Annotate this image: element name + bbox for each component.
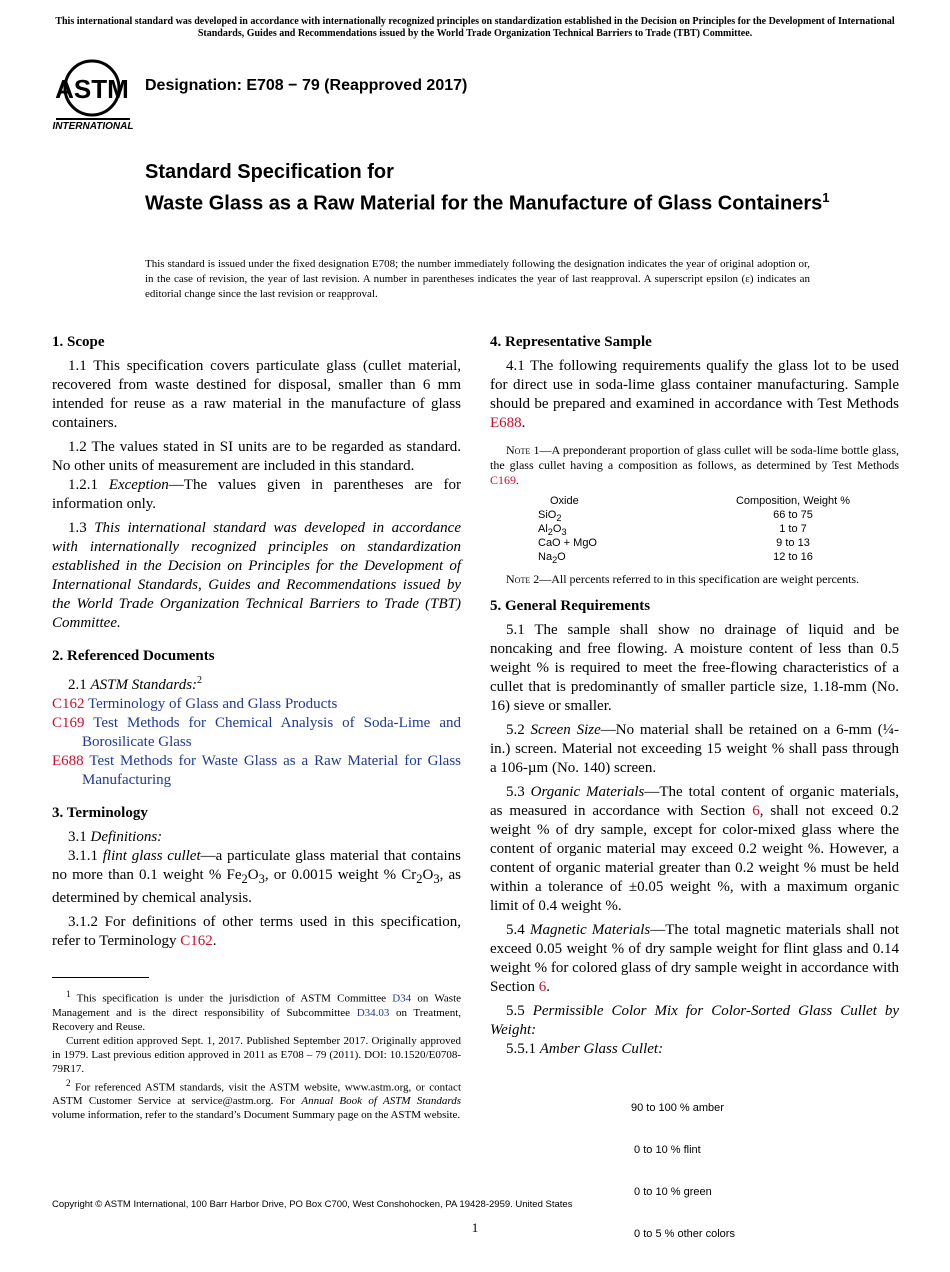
footnote-2: $^2$ For referenced ASTM standards, visit the ASTM website, www.astm.org, or contact ASTM Customer Service at service@astm.org. For Annual Book of ASTM Standards volume information, refer to the standard’s Document Summary page on the ASTM website. [52,1077,461,1122]
para-2-1: 2.1 ASTM Standards:$^2$ [68,675,203,693]
list-item: 0 to 10 % flint [631,1144,701,1156]
section-referenced-heading: 2. Referenced Documents [52,648,215,664]
ref-c169[interactable]: C169 Test Methods for Chemical Analysis of Soda-Lime and Borosilicate Glass [52,715,461,750]
list-item: 0 to 5 % other colors [631,1228,735,1240]
para-3-1: 3.1 Definitions: [68,829,163,845]
list-item: 0 to 10 % green [631,1186,712,1198]
section-representative-heading: 4. Representative Sample [490,334,652,350]
para-5-2: 5.2 Screen Size—No material shall be retained on a 6-mm (¼-in.) screen. Material not exceeding 15 weight % shall pass through a 106-µm (No. 140) screen. [490,722,900,776]
note-2: Note 2—All percents referred to in this specification are weight percents. [506,572,860,586]
para-1-1: 1.1 This specification covers particulate glass (cullet material, recovered from waste destined for disposal, smaller than 6 mm intended for reuse as a raw material in the manufacture of glass containers. [52,358,461,431]
para-5-5-1: 5.5.1 Amber Glass Cullet: [506,1041,664,1057]
table-row: $Al_2O_3$ 1 to 7 [538,523,807,538]
list-item: 90 to 100 % amber [631,1102,724,1114]
document-title [145,160,865,217]
right-column [490,333,899,1059]
para-1-2: 1.2 The values stated in SI units are to be regarded as standard. No other units of measurement are included in this standard. [52,439,461,474]
section-terminology-heading: 3. Terminology [52,805,148,821]
title-line2: Waste Glass as a Raw Material for the Manufacture of Glass Containers$^1$ [145,190,830,215]
svg-text:INTERNATIONAL: INTERNATIONAL [52,121,134,132]
table-row: $Na_2O$ 12 to 16 [538,551,813,566]
link-e688[interactable]: E688 [490,415,522,431]
table-head-oxide: Oxide [550,495,579,507]
svg-text:ASTM: ASTM [55,74,129,104]
table-row: CaO + MgO 9 to 13 [538,537,810,549]
para-4-1: 4.1 The following requirements qualify the glass lot to be used for direct use in soda-lime glass container manufacturing. Sample should be prepared and examined in accordance with Test Methods E688. [490,358,899,431]
para-1-3: 1.3 This international standard was developed in accordance with internationally recognized principles on standardization established in the Decision on Principles for the Development of International Standards, Guides and Recommendations issued by the World Trade Organization Technical Barriers to Trade (TBT) Committee. [52,520,461,631]
section-general-heading: 5. General Requirements [490,598,651,614]
footnote-1-edition: Current edition approved Sept. 1, 2017. Published September 2017. Originally approved in 1979. Last previous edition approved in 2011 as E708 – 79 (2011). DOI: 10.1520/E0708-79R17. [52,1034,461,1075]
para-5-3: 5.3 Organic Materials—The total content of organic materials, as measured in accordance with Section 6, shall not exceed 0.2 weight % of dry sample, except for color-mixed glass where the content of organic material may exceed 0.2 weight %. However, a content of organic material greater than 0.2 weight % must be held within a tolerance of ±0.05 weight %, with a maximum organic limit of 0.4 weight %. [490,784,899,914]
link-c162[interactable]: C162 [180,933,213,949]
section-scope-heading: 1. Scope [52,334,105,350]
top-notice: This international standard was developed in accordance with internationally recognized principles on standardization established in the Decision on Principles for the Development of International Standards, Guides and Recommendations issued by the World Trade Organization Technical Barriers to Trade (TBT) Committee. [55,16,895,39]
ref-c162[interactable]: C162 Terminology of Glass and Glass Products [52,696,338,712]
para-5-5: 5.5 Permissible Color Mix for Color-Sorted Glass Cullet by Weight: [490,1003,899,1038]
table-head-composition: Composition, Weight % [735,495,851,507]
intro-paragraph: This standard is issued under the fixed designation E708; the number immediately following the designation indicates the year of original adoption or, in the case of revision, the year of last revision. A number in parentheses indicates the year of last reapproval. A superscript epsilon (ε) indicates an editorial change since the last revision or reapproval. [145,258,810,300]
para-3-1-2: 3.1.2 For definitions of other terms used in this specification, refer to Terminology C162. [52,914,461,949]
page-number: 1 [471,1220,479,1235]
para-1-2-1: 1.2.1 Exception—The values given in parentheses are for information only. [52,477,462,512]
note-1: Note 1—A preponderant proportion of glass cullet will be soda-lime bottle glass, the glass cullet having a composition as follows, as determined by Test Methods C169. [490,443,899,487]
composition-table [538,494,898,564]
ref-e688[interactable]: E688 Test Methods for Waste Glass as a Raw Material for Glass Manufacturing [52,753,462,788]
para-5-4: 5.4 Magnetic Materials—The total magnetic materials shall not exceed 0.05 weight % of dry sample weight for flint glass and 0.14 weight % for colored glass of dry sample weight in accordance with Section 6. [490,922,900,995]
table-header [538,494,898,508]
para-5-1: 5.1 The sample shall show no drainage of liquid and be noncaking and free flowing. A moisture content of less than 0.5 weight % is required to meet the free-flowing characteristics of a cullet that is predominantly of smaller particle size, 1.18-mm (No. 16) sieve or smaller. [490,622,899,714]
footnote-1: $^1$ This specification is under the jurisdiction of ASTM Committee D34 on Waste Management and is the direct responsibility of Subcommittee D34.03 on Treatment, Recovery and Reuse. [52,989,462,1033]
link-c169[interactable]: C169 [490,473,517,487]
table-row: SiO$_2$ 66 to 75 [538,509,813,524]
link-section-6[interactable]: 6 [752,803,760,819]
astm-logo [52,58,134,132]
footnote-divider [52,977,149,978]
para-3-1-1: 3.1.1 flint glass cullet—a particulate glass material that contains no more than 0.1 weight % $Fe_2O_3$, or 0.0015 weight % $Cr_2O_3$, as determined by chemical analysis. [52,848,461,906]
left-column [52,333,461,951]
title-line1: Standard Specification for [145,161,394,183]
designation: Designation: E708 − 79 (Reapproved 2017) [145,77,468,94]
link-section-6[interactable]: 6 [538,979,547,995]
astm-logo-icon [52,58,134,132]
copyright: Copyright © ASTM International, 100 Barr Harbor Drive, PO Box C700, West Conshohocken, PA 19428-2959. United States [52,1199,573,1210]
footnotes [52,987,461,1122]
